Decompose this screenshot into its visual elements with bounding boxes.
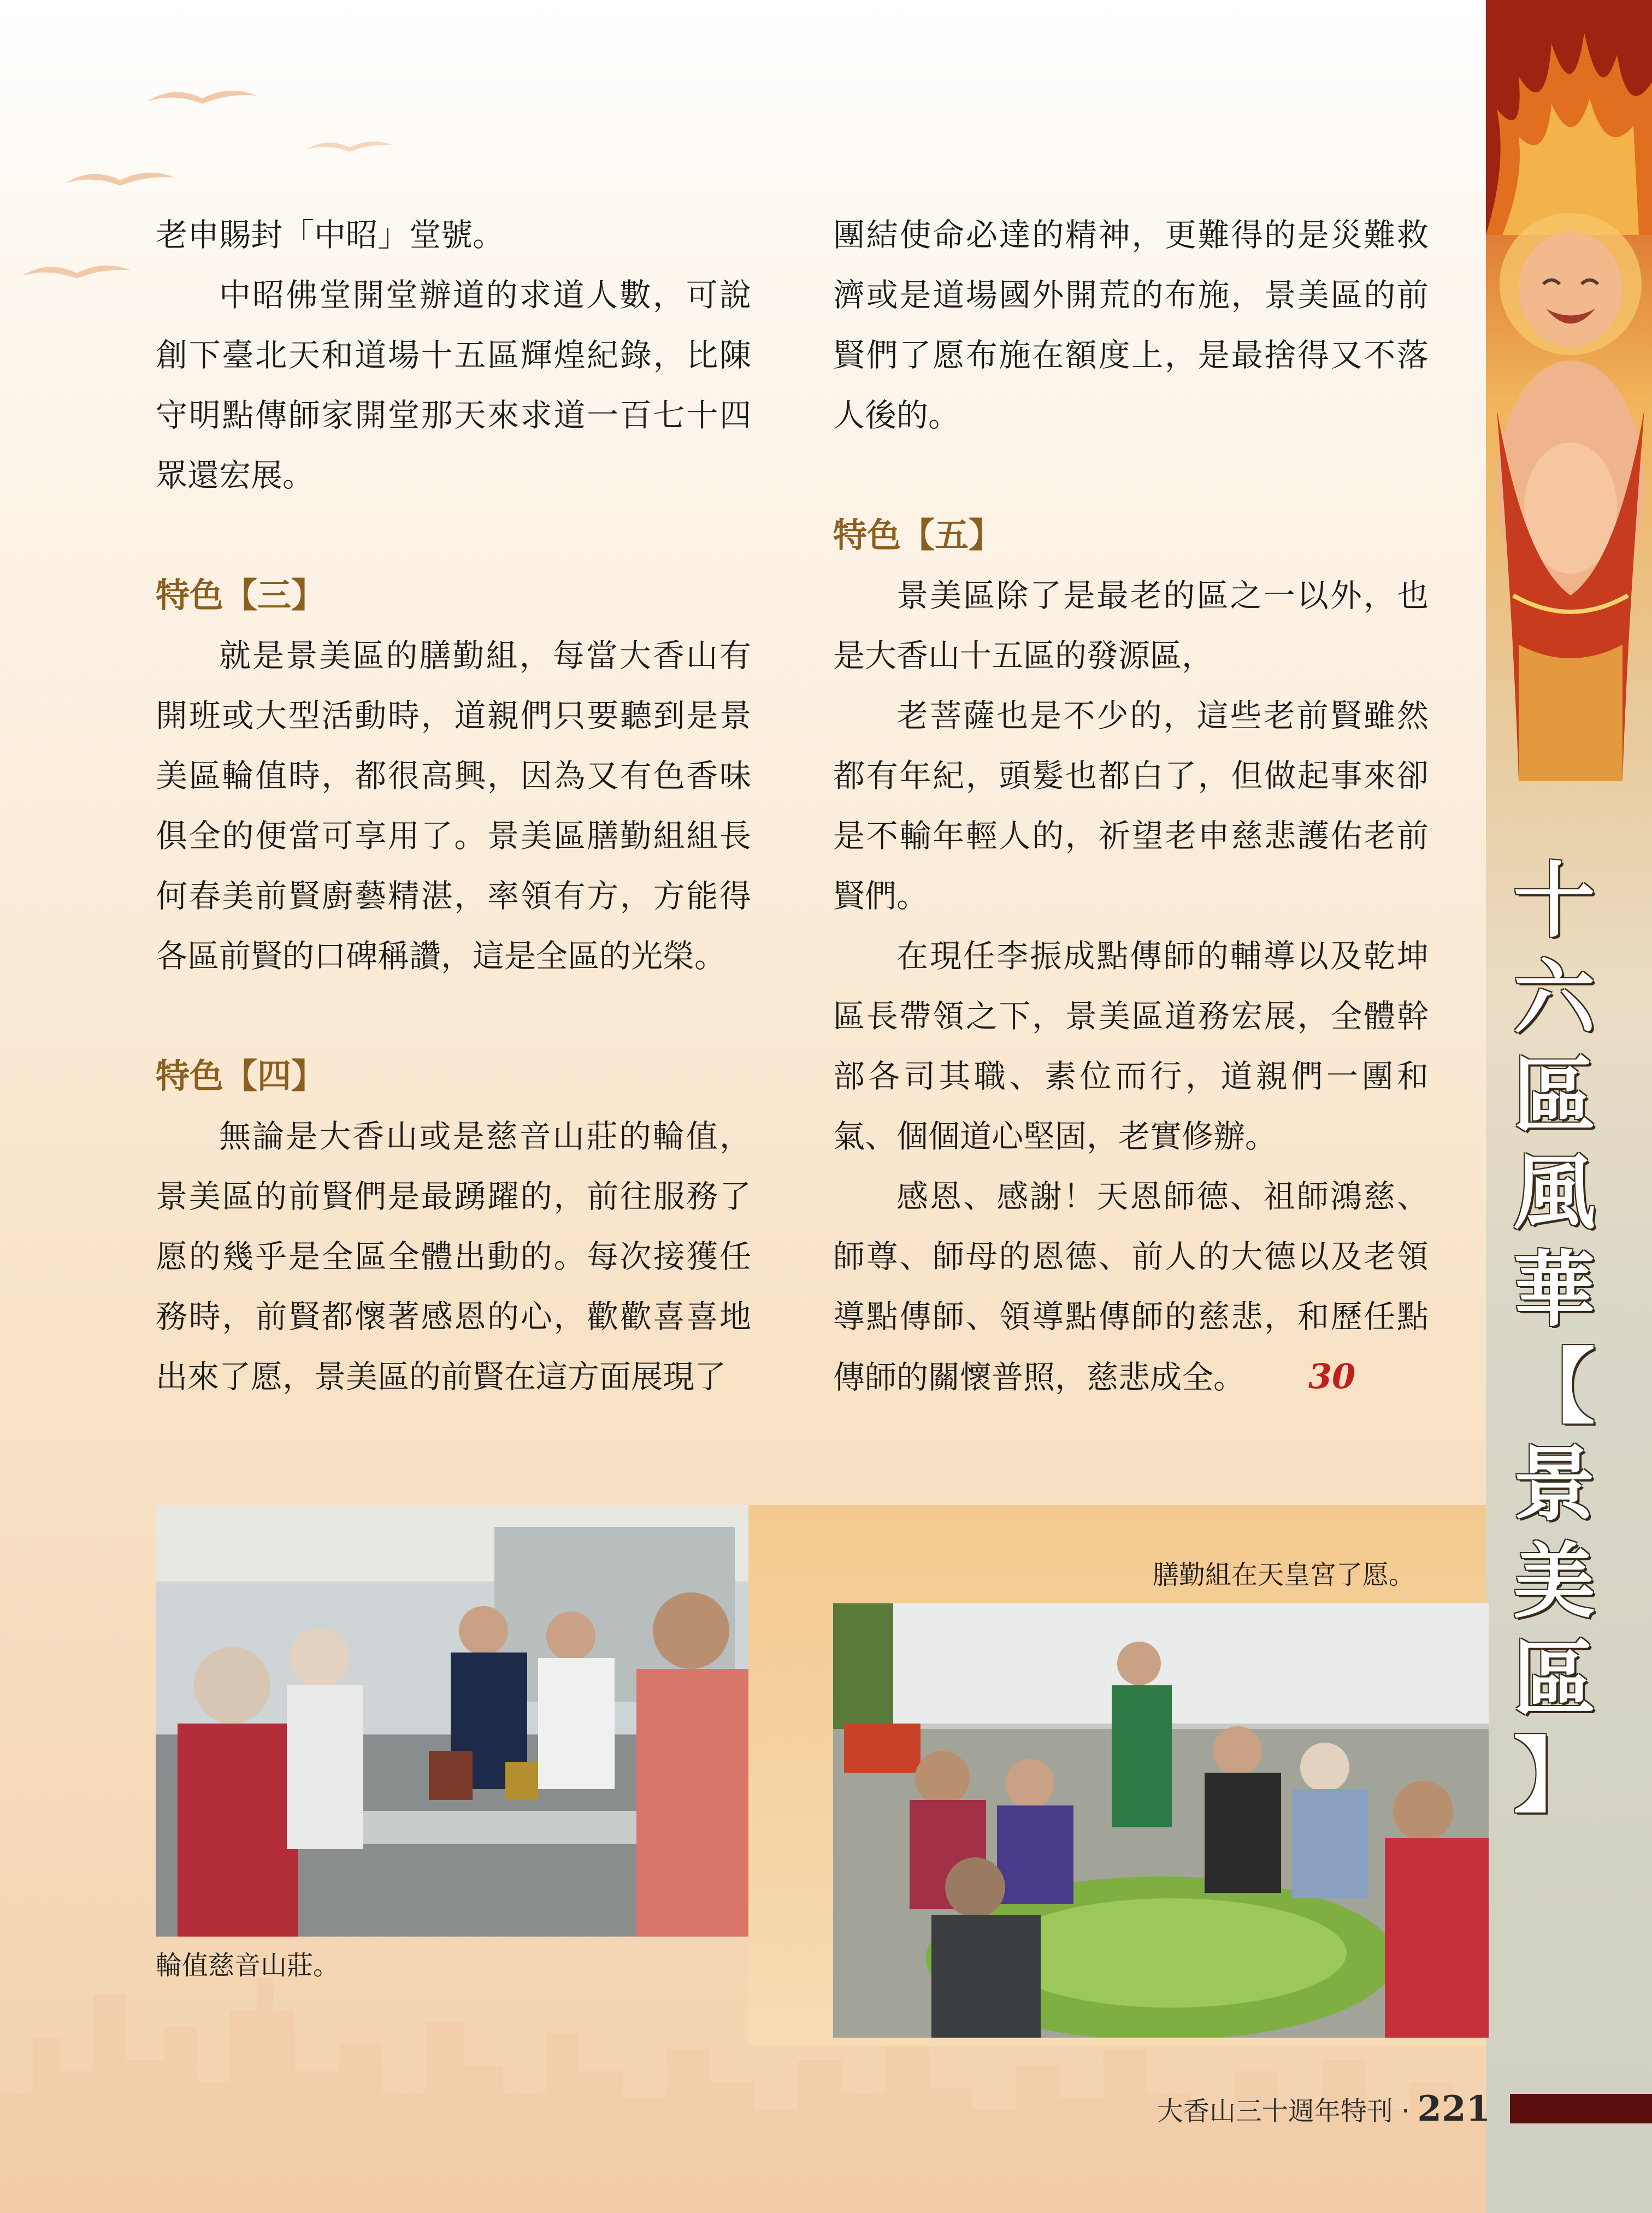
paragraph: 中昭佛堂開堂辦道的求道人數，可說創下臺北天和道場十五區輝煌紀錄，比陳守明點傳師家開堂那天來求道一百七十四眾還宏展。 [156, 276, 751, 494]
paragraph: 感恩、感謝！天恩師德、祖師鴻慈、師尊、師母的恩德、前人的大德以及老領導點傳師、領導點傳師的慈悲，和歷任點傳師的關懷普照，慈悲成全。 30 [833, 1166, 1429, 1407]
paragraph: 老申賜封「中昭」堂號。 [156, 216, 505, 253]
section-vertical-title: 十 六 區 風 華 【 景 美 區 】 [1513, 853, 1595, 1824]
bird-decoration [22, 257, 131, 290]
section-heading: 特色【三】 [156, 575, 326, 615]
paragraph: 就是景美區的膳勤組，每當大香山有開班或大型活動時，道親們只要聽到是景美區輪值時，都很高興，因為又有色香味俱全的便當可享用了。景美區膳勤組組長何春美前賢廚藝精湛，率領有方，方能得各區前賢的口碑稱讚，這是全區的光榮。 [156, 637, 751, 975]
section-heading: 特色【五】 [833, 515, 1003, 555]
right-text-column [833, 205, 1429, 1407]
bird-decoration [66, 164, 175, 197]
paragraph: 老菩薩也是不少的，這些老前賢雖然都有年紀，頭髮也都白了，但做起事來卻是不輸年輕人的，祈望老申慈悲護佑老前賢們。 [833, 697, 1429, 914]
end-seal-mark: 30 [1308, 1356, 1356, 1396]
paragraph: 景美區除了是最老的區之一以外，也是大香山十五區的發源區， [833, 577, 1429, 674]
paragraph: 團結使命必達的精神，更難得的是災難救濟或是道場國外開荒的布施，景美區的前賢們了愿布施在額度上，是最捨得又不落人後的。 [833, 216, 1429, 434]
paragraph: 在現任李振成點傳師的輔導以及乾坤區長帶領之下，景美區道務宏展，全體幹部各司其職、素位而行，道親們一團和氣、個個道心堅固，老實修辦。 [833, 937, 1429, 1155]
left-text-column [156, 205, 751, 1407]
bird-decoration [148, 82, 257, 115]
paragraph: 無論是大香山或是慈音山莊的輪值，景美區的前賢們是最踴躍的，前往服務了愿的幾乎是全區全體出動的。每次接獲任務時，前賢都懷著感恩的心，歡歡喜喜地出來了愿，景美區的前賢在這方面展現了 [156, 1118, 751, 1395]
kitchen-photo [156, 1505, 748, 1937]
photo-caption: 輪值慈音山莊。 [156, 1950, 340, 1981]
page-footer [1128, 2087, 1652, 2131]
footer-bar [1510, 2094, 1652, 2123]
publication-title: 大香山三十週年特刊 · [1157, 2096, 1410, 2127]
vegetable-prep-photo [833, 1603, 1489, 2038]
photo-caption: 膳勤組在天皇宮了愿。 [1153, 1560, 1415, 1590]
laughing-buddha-image [1497, 180, 1644, 781]
page-number: 221 [1417, 2088, 1490, 2129]
bird-decoration [306, 131, 393, 164]
section-heading: 特色【四】 [156, 1056, 326, 1096]
